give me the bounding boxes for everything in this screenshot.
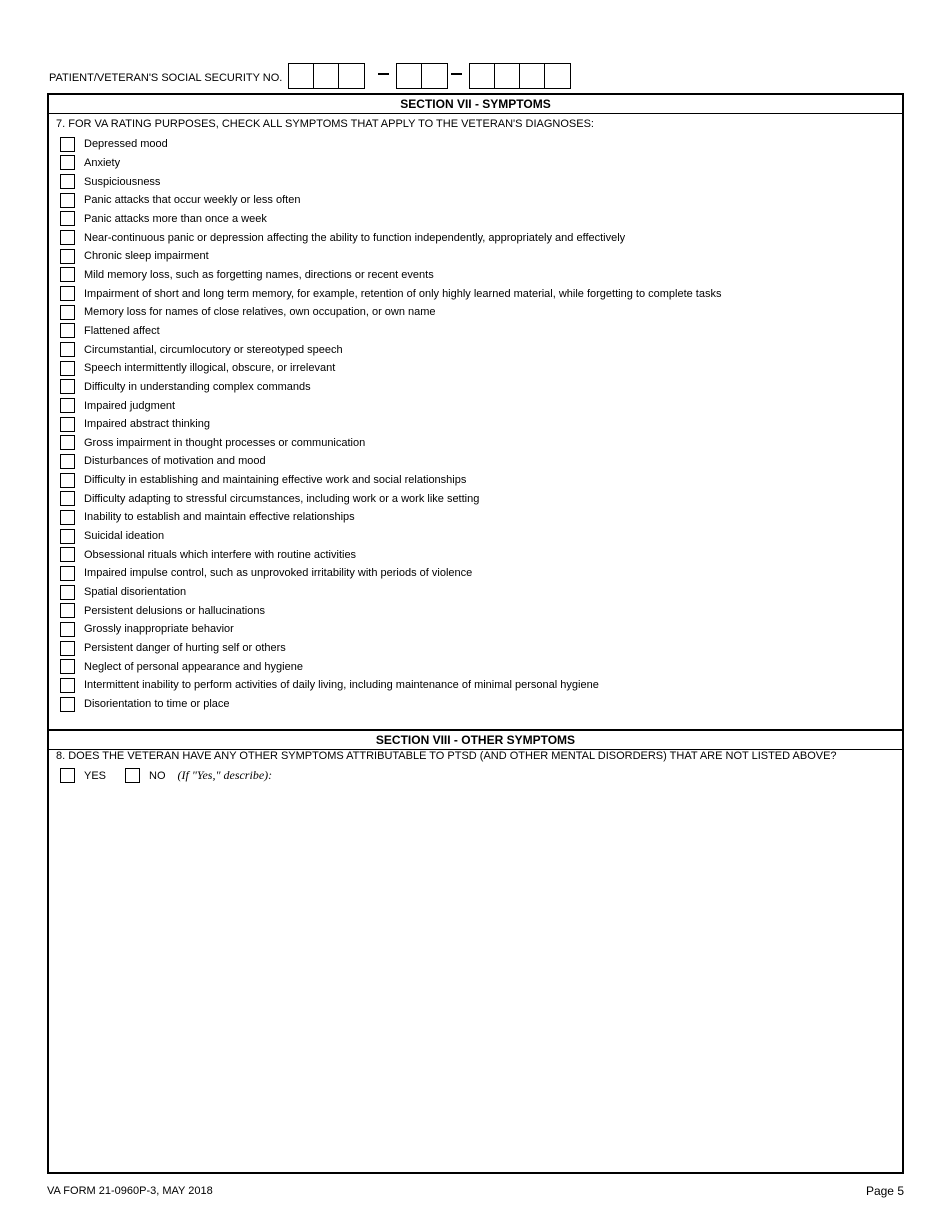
ssn-dash	[451, 73, 462, 75]
symptom-item	[60, 378, 721, 397]
symptom-label: Difficulty in establishing and maintaining effective work and social relationships	[84, 474, 467, 487]
symptom-checkbox[interactable]	[60, 211, 75, 226]
symptom-label: Suspiciousness	[84, 175, 161, 188]
form-frame	[47, 93, 904, 1174]
symptom-item	[60, 284, 721, 303]
symptom-checkbox[interactable]	[60, 305, 75, 320]
symptom-checkbox[interactable]	[60, 454, 75, 469]
symptom-checkbox[interactable]	[60, 641, 75, 656]
symptom-label: Memory loss for names of close relatives, own occupation, or own name	[84, 306, 436, 319]
symptom-label: Flattened affect	[84, 324, 160, 337]
ssn-digit-box[interactable]	[422, 64, 447, 88]
symptom-label: Panic attacks that occur weekly or less often	[84, 194, 301, 207]
symptom-checkbox[interactable]	[60, 193, 75, 208]
symptom-label: Intermittent inability to perform activities of daily living, including maintenance of minimal personal hygiene	[84, 679, 599, 692]
describe-note: (If "Yes," describe):	[177, 768, 273, 782]
symptom-item	[60, 471, 721, 490]
symptom-checkbox[interactable]	[60, 267, 75, 282]
symptom-item	[60, 564, 721, 583]
ssn-digit-box[interactable]	[495, 64, 520, 88]
symptom-label: Anxiety	[84, 156, 121, 169]
symptom-item	[60, 527, 721, 546]
symptom-item	[60, 210, 721, 229]
symptom-checkbox[interactable]	[60, 249, 75, 264]
symptom-label: Chronic sleep impairment	[84, 250, 209, 263]
symptom-label: Difficulty in understanding complex commands	[84, 380, 311, 393]
symptom-checkbox[interactable]	[60, 622, 75, 637]
ssn-dash	[378, 73, 389, 75]
symptom-checkbox[interactable]	[60, 678, 75, 693]
symptom-checkbox[interactable]	[60, 585, 75, 600]
form-id: VA FORM 21-0960P-3, MAY 2018	[47, 1185, 213, 1197]
symptom-label: Grossly inappropriate behavior	[84, 623, 234, 636]
symptom-label: Gross impairment in thought processes or communication	[84, 436, 366, 449]
ssn-digit-box[interactable]	[545, 64, 570, 88]
symptom-label: Depressed mood	[84, 138, 168, 151]
symptom-checkbox[interactable]	[60, 566, 75, 581]
symptom-label: Impaired judgment	[84, 399, 176, 412]
symptom-item	[60, 154, 721, 173]
symptom-item	[60, 322, 721, 341]
symptom-checkbox[interactable]	[60, 155, 75, 170]
ssn-field-group-3[interactable]	[469, 63, 571, 89]
question-8: 8. DOES THE VETERAN HAVE ANY OTHER SYMPTOMS ATTRIBUTABLE TO PTSD (AND OTHER MENTAL DISORDERS) THAT ARE NOT LISTED ABOVE?	[56, 750, 837, 762]
symptom-checkbox[interactable]	[60, 398, 75, 413]
symptom-checkbox[interactable]	[60, 510, 75, 525]
symptom-label: Spatial disorientation	[84, 586, 187, 599]
symptom-item	[60, 508, 721, 527]
symptom-checklist	[60, 135, 721, 713]
section-vii-title: SECTION VII - SYMPTOMS	[49, 95, 902, 114]
symptom-checkbox[interactable]	[60, 342, 75, 357]
symptom-checkbox[interactable]	[60, 230, 75, 245]
symptom-item	[60, 303, 721, 322]
symptom-checkbox[interactable]	[60, 547, 75, 562]
ssn-digit-box[interactable]	[339, 64, 364, 88]
symptom-label: Impairment of short and long term memory, for example, retention of only highly learned material, while forgetting to complete tasks	[84, 287, 722, 300]
ssn-digit-box[interactable]	[397, 64, 422, 88]
symptom-checkbox[interactable]	[60, 417, 75, 432]
symptom-checkbox[interactable]	[60, 659, 75, 674]
symptom-item	[60, 657, 721, 676]
symptom-item	[60, 359, 721, 378]
symptom-checkbox[interactable]	[60, 473, 75, 488]
symptom-label: Persistent danger of hurting self or others	[84, 642, 286, 655]
symptom-item	[60, 583, 721, 602]
ssn-digit-box[interactable]	[470, 64, 495, 88]
yes-checkbox[interactable]	[60, 768, 75, 783]
symptom-label: Mild memory loss, such as forgetting names, directions or recent events	[84, 268, 434, 281]
no-label: NO	[149, 769, 166, 782]
symptom-item	[60, 489, 721, 508]
symptom-item	[60, 340, 721, 359]
symptom-label: Circumstantial, circumlocutory or stereotyped speech	[84, 343, 343, 356]
symptom-checkbox[interactable]	[60, 361, 75, 376]
symptom-label: Impaired abstract thinking	[84, 418, 210, 431]
other-symptoms-description-area[interactable]	[55, 787, 895, 1167]
symptom-item	[60, 601, 721, 620]
symptom-item	[60, 676, 721, 695]
symptom-label: Near-continuous panic or depression affecting the ability to function independently, appropriately and effectively	[84, 231, 626, 244]
ssn-field-group-2[interactable]	[396, 63, 448, 89]
symptom-item	[60, 695, 721, 714]
symptom-label: Obsessional rituals which interfere with routine activities	[84, 548, 357, 561]
symptom-checkbox[interactable]	[60, 174, 75, 189]
ssn-digit-box[interactable]	[289, 64, 314, 88]
symptom-item	[60, 266, 721, 285]
yes-no-row	[60, 768, 272, 783]
symptom-item	[60, 415, 721, 434]
symptom-checkbox[interactable]	[60, 603, 75, 618]
symptom-item	[60, 191, 721, 210]
symptom-checkbox[interactable]	[60, 435, 75, 450]
symptom-item	[60, 172, 721, 191]
symptom-label: Difficulty adapting to stressful circumstances, including work or a work like setting	[84, 492, 480, 505]
symptom-label: Disorientation to time or place	[84, 698, 230, 711]
section-viii-title: SECTION VIII - OTHER SYMPTOMS	[49, 729, 902, 750]
symptom-item	[60, 434, 721, 453]
symptom-item	[60, 452, 721, 471]
symptom-checkbox[interactable]	[60, 286, 75, 301]
symptom-label: Neglect of personal appearance and hygiene	[84, 660, 303, 673]
symptom-label: Persistent delusions or hallucinations	[84, 604, 265, 617]
symptom-checkbox[interactable]	[60, 137, 75, 152]
symptom-label: Disturbances of motivation and mood	[84, 455, 266, 468]
symptom-item	[60, 228, 721, 247]
symptom-item	[60, 545, 721, 564]
symptom-label: Impaired impulse control, such as unprovoked irritability with periods of violence	[84, 567, 473, 580]
symptom-item	[60, 396, 721, 415]
symptom-item	[60, 135, 721, 154]
symptom-item	[60, 639, 721, 658]
ssn-label: PATIENT/VETERAN'S SOCIAL SECURITY NO.	[49, 72, 283, 84]
symptom-item	[60, 620, 721, 639]
ssn-digit-box[interactable]	[520, 64, 545, 88]
symptom-label: Panic attacks more than once a week	[84, 212, 267, 225]
symptom-checkbox[interactable]	[60, 529, 75, 544]
page-number: Page 5	[865, 1184, 904, 1198]
symptom-checkbox[interactable]	[60, 697, 75, 712]
question-7: 7. FOR VA RATING PURPOSES, CHECK ALL SYMPTOMS THAT APPLY TO THE VETERAN'S DIAGNOSES:	[56, 118, 594, 130]
symptom-label: Suicidal ideation	[84, 530, 165, 543]
symptom-item	[60, 247, 721, 266]
symptom-checkbox[interactable]	[60, 323, 75, 338]
no-checkbox[interactable]	[125, 768, 140, 783]
symptom-label: Inability to establish and maintain effective relationships	[84, 511, 355, 524]
symptom-checkbox[interactable]	[60, 379, 75, 394]
ssn-digit-box[interactable]	[314, 64, 339, 88]
symptom-checkbox[interactable]	[60, 491, 75, 506]
symptom-label: Speech intermittently illogical, obscure, or irrelevant	[84, 362, 336, 375]
ssn-field-group-1[interactable]	[288, 63, 365, 89]
yes-label: YES	[84, 769, 107, 782]
